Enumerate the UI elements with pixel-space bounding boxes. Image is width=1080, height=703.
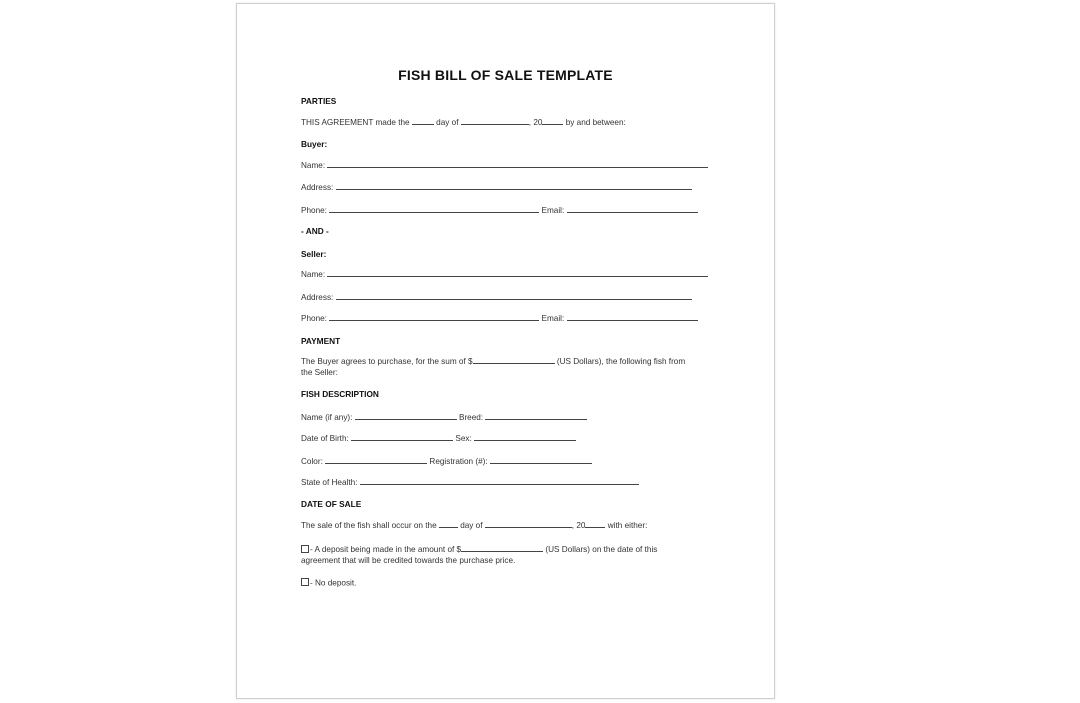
payment-text-1: The Buyer agrees to purchase, for the sum of $ xyxy=(301,357,473,366)
seller-name-blank[interactable] xyxy=(327,269,708,277)
fish-dob-blank[interactable] xyxy=(351,433,453,441)
agreement-year-blank[interactable] xyxy=(542,117,563,125)
deposit-option-line-2: agreement that will be credited towards the purchase price. xyxy=(301,556,516,565)
buyer-address-row xyxy=(301,182,692,192)
fish-description-heading: FISH DESCRIPTION xyxy=(301,389,379,399)
fish-color-label: Color: xyxy=(301,457,323,466)
deposit-amount-blank[interactable] xyxy=(461,544,543,552)
sale-year-blank[interactable] xyxy=(585,520,605,528)
fish-color-blank[interactable] xyxy=(325,456,427,464)
document-page xyxy=(236,3,775,699)
agreement-text-3: , 20 xyxy=(528,118,543,127)
payment-line-1 xyxy=(301,356,685,366)
sale-month-blank[interactable] xyxy=(485,520,572,528)
seller-address-row xyxy=(301,292,692,302)
agreement-text-1: THIS AGREEMENT made the xyxy=(301,118,410,127)
fish-registration-label: Registration (#): xyxy=(429,457,488,466)
buyer-name-blank[interactable] xyxy=(327,160,708,168)
fish-name-blank[interactable] xyxy=(355,412,457,420)
no-deposit-text: - No deposit. xyxy=(310,578,357,588)
payment-heading: PAYMENT xyxy=(301,336,341,346)
seller-email-blank[interactable] xyxy=(567,313,698,321)
buyer-heading: Buyer: xyxy=(301,139,328,149)
payment-text-2: (US Dollars), the following fish from xyxy=(556,357,686,366)
fish-sex-label: Sex: xyxy=(455,434,472,443)
seller-phone-blank[interactable] xyxy=(329,313,539,321)
seller-address-label: Address: xyxy=(301,293,334,302)
agreement-month-blank[interactable] xyxy=(461,117,529,125)
fish-breed-blank[interactable] xyxy=(485,412,587,420)
sale-day-blank[interactable] xyxy=(439,520,458,528)
buyer-phone-blank[interactable] xyxy=(329,205,539,213)
agreement-line xyxy=(301,117,626,127)
fish-health-label: State of Health: xyxy=(301,478,358,487)
fish-registration-blank[interactable] xyxy=(490,456,592,464)
fish-dob-sex-row xyxy=(301,433,576,443)
deposit-checkbox[interactable] xyxy=(301,545,309,553)
buyer-email-blank[interactable] xyxy=(567,205,698,213)
agreement-day-blank[interactable] xyxy=(412,117,434,125)
seller-phone-label: Phone: xyxy=(301,314,327,323)
seller-address-blank[interactable] xyxy=(336,292,692,300)
fish-sex-blank[interactable] xyxy=(474,433,576,441)
buyer-address-blank[interactable] xyxy=(336,182,692,190)
no-deposit-checkbox[interactable] xyxy=(301,578,309,586)
fish-color-registration-row xyxy=(301,456,592,466)
fish-name-label: Name (if any): xyxy=(301,413,353,422)
deposit-text-2: (US Dollars) on the date of this xyxy=(545,545,658,554)
fish-health-blank[interactable] xyxy=(360,477,639,485)
buyer-email-label: Email: xyxy=(541,206,565,215)
seller-heading: Seller: xyxy=(301,249,327,259)
fish-health-row xyxy=(301,477,639,487)
buyer-contact-row xyxy=(301,205,698,215)
fish-name-breed-row xyxy=(301,412,587,422)
sale-date-text-4: with either: xyxy=(607,521,648,530)
sale-date-text-1: The sale of the fish shall occur on the xyxy=(301,521,437,530)
payment-amount-blank[interactable] xyxy=(473,356,555,364)
seller-email-label: Email: xyxy=(541,314,565,323)
buyer-name-label: Name: xyxy=(301,161,326,170)
seller-contact-row xyxy=(301,313,698,323)
and-separator: - AND - xyxy=(301,226,329,236)
agreement-text-2: day of xyxy=(436,118,459,127)
date-of-sale-heading: DATE OF SALE xyxy=(301,499,362,509)
buyer-phone-label: Phone: xyxy=(301,206,327,215)
no-deposit-option-row xyxy=(301,578,356,588)
sale-date-text-3: , 20 xyxy=(571,521,586,530)
buyer-name-row xyxy=(301,160,708,170)
sale-date-row xyxy=(301,520,647,530)
document-title: FISH BILL OF SALE TEMPLATE xyxy=(398,67,613,83)
sale-date-text-2: day of xyxy=(460,521,483,530)
seller-name-row xyxy=(301,269,708,279)
deposit-option-row xyxy=(301,544,657,554)
seller-name-label: Name: xyxy=(301,270,326,279)
agreement-text-4: by and between: xyxy=(565,118,626,127)
fish-dob-label: Date of Birth: xyxy=(301,434,349,443)
buyer-address-label: Address: xyxy=(301,183,334,192)
payment-line-2: the Seller: xyxy=(301,368,338,377)
deposit-text-1: - A deposit being made in the amount of $ xyxy=(310,545,462,554)
fish-breed-label: Breed: xyxy=(458,413,484,422)
parties-heading: PARTIES xyxy=(301,96,337,106)
